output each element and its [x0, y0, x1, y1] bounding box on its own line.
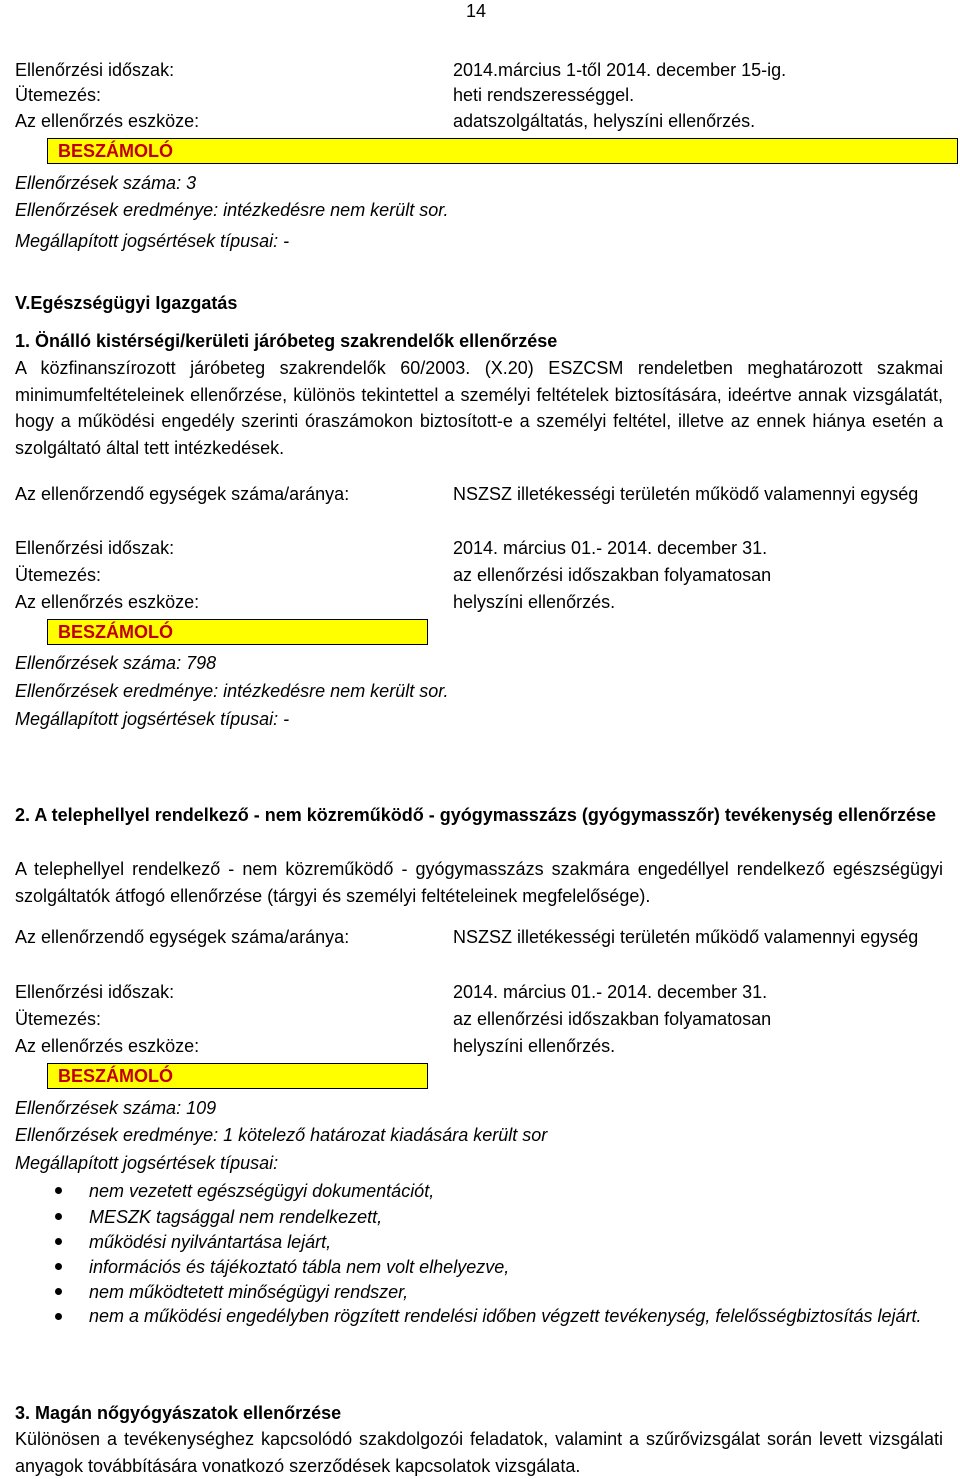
- inspection-count: Ellenőrzések száma: 3: [15, 173, 197, 193]
- tool-value: helyszíni ellenőrzés.: [453, 1036, 616, 1056]
- section-heading-2: 2. A telephellyel rendelkező - nem közreműködő - gyógymasszázs (gyógymasszőr) tevékenység ellenőrzése: [15, 805, 936, 825]
- schedule-value: heti rendszerességgel.: [453, 85, 635, 105]
- bullet-icon: [55, 1187, 62, 1194]
- report-title: BESZÁMOLÓ: [58, 141, 173, 161]
- section-heading-1: 1. Önálló kistérségi/kerületi járóbeteg szakrendelők ellenőrzése: [15, 331, 558, 351]
- bullet-icon: [55, 1288, 62, 1295]
- units-value: NSZSZ illetékességi területén működő valamennyi egység: [453, 484, 919, 504]
- period-row: [0, 57, 960, 83]
- page-number: 14: [466, 1, 487, 21]
- list-item: MESZK tagsággal nem rendelkezett,: [89, 1207, 383, 1227]
- period-label: Ellenőrzési időszak:: [15, 538, 175, 558]
- violation-types: Megállapított jogsértések típusai:: [15, 1153, 279, 1173]
- violation-types: Megállapított jogsértések típusai: -: [15, 709, 290, 729]
- bullet-icon: [55, 1213, 62, 1220]
- period-row: [0, 979, 960, 1005]
- list-item: nem a működési engedélyben rögzített rendelési időben végzett tevékenység, felelősségbiztosítás lejárt.: [89, 1306, 922, 1326]
- bullet-icon: [55, 1313, 62, 1320]
- chapter-heading: V.Egészségügyi Igazgatás: [15, 293, 238, 313]
- report-box: [47, 619, 428, 645]
- report-title: BESZÁMOLÓ: [58, 1066, 173, 1086]
- units-value: NSZSZ illetékességi területén működő valamennyi egység: [453, 927, 919, 947]
- tool-row: [0, 1033, 960, 1059]
- list-item: nem vezetett egészségügyi dokumentációt,: [89, 1181, 435, 1201]
- section-heading-3: 3. Magán nőgyógyászatok ellenőrzése: [15, 1403, 342, 1423]
- period-value: 2014.március 1-től 2014. december 15-ig.: [453, 60, 787, 80]
- violation-types: Megállapított jogsértések típusai: -: [15, 231, 290, 251]
- schedule-row: [0, 562, 960, 588]
- section-paragraph-2: A telephellyel rendelkező - nem közreműködő - gyógymasszázs szakmára engedéllyel rendelkező egészségügyi szolgáltatók átfogó ellenőrzése (tárgyi és személyi feltételeinek megfelelősége).: [15, 859, 943, 906]
- inspection-result: Ellenőrzések eredménye: 1 kötelező határozat kiadására került sor: [15, 1125, 548, 1145]
- schedule-value: az ellenőrzési időszakban folyamatosan: [453, 565, 772, 585]
- inspection-result: Ellenőrzések eredménye: intézkedésre nem került sor.: [15, 681, 449, 701]
- units-label: Az ellenőrzendő egységek száma/aránya:: [15, 484, 350, 504]
- report-box: [47, 138, 958, 164]
- list-item: nem működtetett minőségügyi rendszer,: [89, 1282, 409, 1302]
- period-value: 2014. március 01.- 2014. december 31.: [453, 982, 768, 1002]
- schedule-label: Ütemezés:: [15, 85, 102, 105]
- period-value: 2014. március 01.- 2014. december 31.: [453, 538, 768, 558]
- schedule-label: Ütemezés:: [15, 565, 102, 585]
- inspection-count: Ellenőrzések száma: 109: [15, 1098, 217, 1118]
- schedule-row: [0, 82, 960, 108]
- tool-row: [0, 108, 960, 134]
- list-item: működési nyilvántartása lejárt,: [89, 1232, 332, 1252]
- schedule-row: [0, 1006, 960, 1032]
- section-paragraph-1: A közfinanszírozott járóbeteg szakrendelők 60/2003. (X.20) ESZCSM rendeletben meghatározott szakmai minimumfeltételeinek ellenőrzése, különös tekintettel a személyi feltételek biztosítására, ideértve annak vizsgálatát, hogy a működési engedély szerinti óraszámokon biztosított-e a személyi feltétel, illetve az ennek hiánya esetén a szolgáltató által tett intézkedések.: [15, 358, 943, 458]
- units-label: Az ellenőrzendő egységek száma/aránya:: [15, 927, 350, 947]
- tool-value: helyszíni ellenőrzés.: [453, 592, 616, 612]
- period-row: [0, 535, 960, 561]
- inspection-count: Ellenőrzések száma: 798: [15, 653, 217, 673]
- schedule-value: az ellenőrzési időszakban folyamatosan: [453, 1009, 772, 1029]
- tool-label: Az ellenőrzés eszköze:: [15, 592, 200, 612]
- tool-label: Az ellenőrzés eszköze:: [15, 1036, 200, 1056]
- schedule-label: Ütemezés:: [15, 1009, 102, 1029]
- report-title: BESZÁMOLÓ: [58, 622, 173, 642]
- tool-label: Az ellenőrzés eszköze:: [15, 111, 200, 131]
- bullet-icon: [55, 1263, 62, 1270]
- inspection-result: Ellenőrzések eredménye: intézkedésre nem került sor.: [15, 200, 449, 220]
- bullet-icon: [55, 1238, 62, 1245]
- tool-row: [0, 589, 960, 615]
- section-paragraph-3: Különösen a tevékenységhez kapcsolódó szakdolgozói feladatok, valamint a szűrővizsgálat során levett vizsgálati anyagok továbbítására vonatkozó szerződések kapcsolatok vizsgálata.: [15, 1429, 943, 1476]
- tool-value: adatszolgáltatás, helyszíni ellenőrzés.: [453, 111, 756, 131]
- period-label: Ellenőrzési időszak:: [15, 60, 175, 80]
- list-item: információs és tájékoztató tábla nem volt elhelyezve,: [89, 1257, 510, 1277]
- period-label: Ellenőrzési időszak:: [15, 982, 175, 1002]
- report-box: [47, 1063, 428, 1089]
